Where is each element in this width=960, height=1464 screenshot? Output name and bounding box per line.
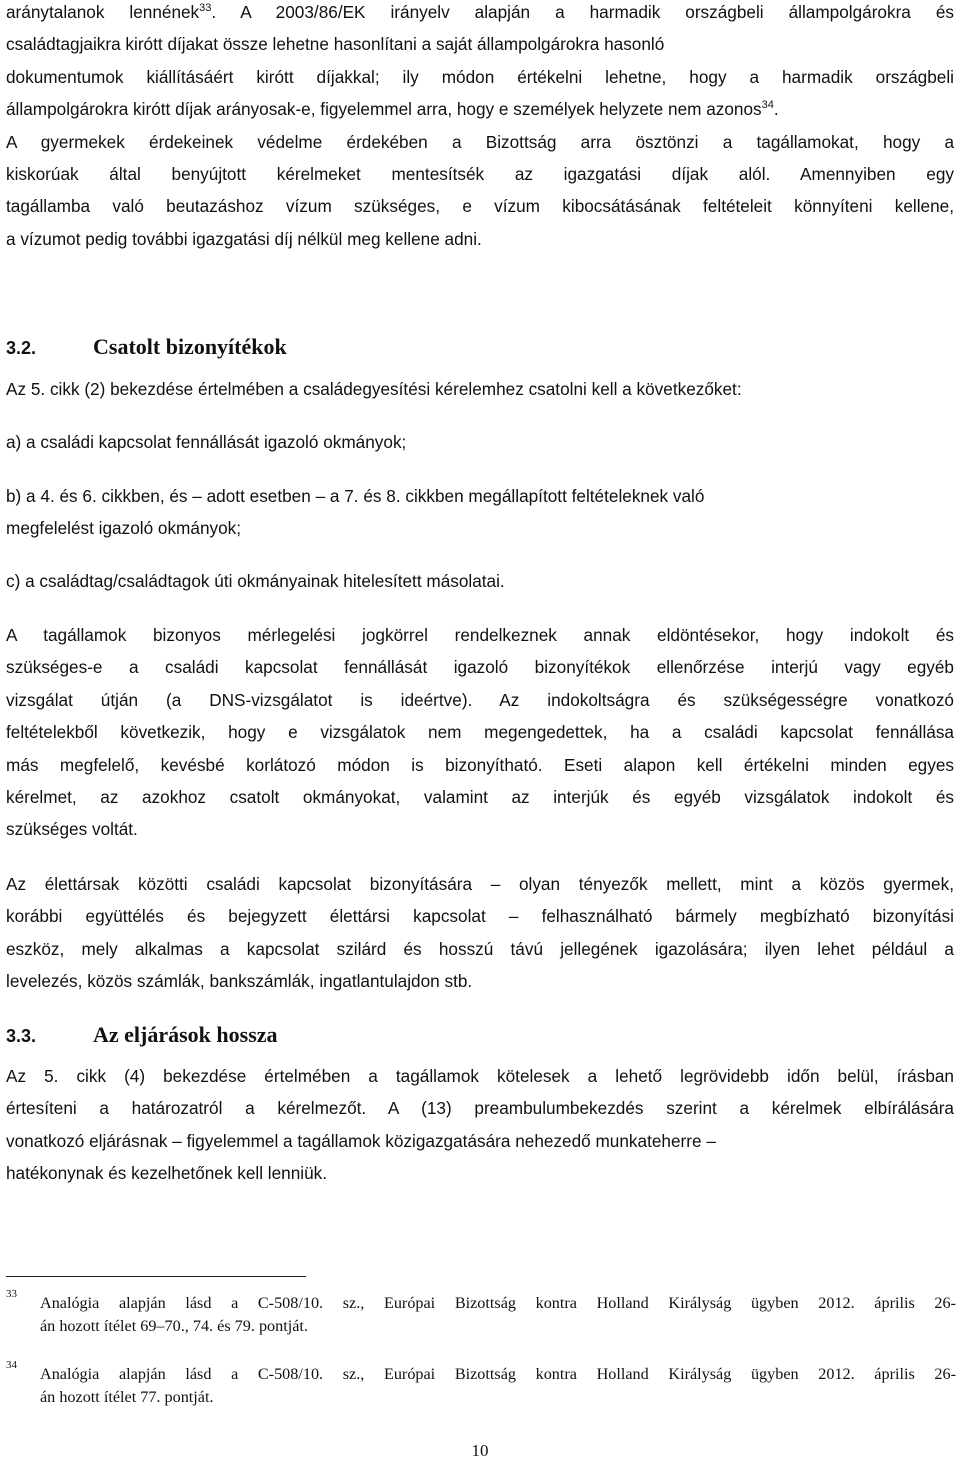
paragraph-intro bbox=[6, 373, 954, 405]
footnote-number: 33 bbox=[6, 1288, 17, 1300]
text-line: b) a 4. és 6. cikkben, és – adott esetben – a 7. és 8. cikkben megállapított feltételeknek való bbox=[6, 486, 705, 506]
text-line: kiskorúak által benyújtott kérelmeket mentesítsék az igazgatási díjak alól. Amennyiben egy bbox=[6, 164, 954, 185]
text-line: családtagjaikra kirótt díjakat össze lehetne hasonlítani a saját állampolgárokra hasonló bbox=[6, 34, 665, 55]
footnote-line: Analógia alapján lásd a C-508/10. sz., Európai Bizottság kontra Holland Királyság ügyben 2012. április 26- bbox=[40, 1365, 956, 1383]
footnote-34 bbox=[6, 1359, 956, 1409]
text-line: szükséges voltát. bbox=[6, 819, 138, 840]
paragraph-partners bbox=[6, 868, 954, 998]
text-line: dokumentumok kiállításáért kirótt díjakkal; ily módon értékelni lehetne, hogy a harmadik országbeli bbox=[6, 66, 954, 87]
footnote-line: án hozott ítélet 77. pontját. bbox=[40, 1388, 214, 1406]
section-number: 3.3. bbox=[6, 1026, 37, 1046]
text-line: Az 5. cikk (4) bekezdése értelmében a tagállamok kötelesek a lehető legrövidebb időn belül, írásban bbox=[6, 1066, 954, 1086]
text-line: más megfelelő, kevésbé korlátozó módon is bizonyítható. Eseti alapon kell értékelni minden egyes bbox=[6, 754, 954, 775]
paragraph-fees bbox=[6, 0, 954, 255]
text-line: Az élettársak közötti családi kapcsolat bizonyítására – olyan tényezők mellett, mint a közös gyermek, bbox=[6, 874, 954, 894]
footnote-33 bbox=[6, 1288, 956, 1338]
text-line: levelezés, közös számlák, bankszámlák, ingatlantulajdon stb. bbox=[6, 971, 473, 992]
text-line: korábbi együttélés és bejegyzett élettársi kapcsolat – felhasználható bármely megbízható bizonyítási bbox=[6, 906, 954, 927]
text-line: megfelelést igazoló okmányok; bbox=[6, 518, 242, 539]
footnote-ref-33[interactable]: 33 bbox=[199, 2, 212, 14]
paragraph-verification bbox=[6, 619, 954, 846]
text-line: c) a családtag/családtagok úti okmányainak hitelesített másolatai. bbox=[6, 571, 505, 591]
section-title: Az eljárások hossza bbox=[93, 1022, 278, 1047]
text-line: állampolgárokra kirótt díjak arányosak-e, figyelemmel arra, hogy e személyek helyzete nem azonos$^{34}$. bbox=[6, 99, 779, 120]
text-line: eszköz, mely alkalmas a kapcsolat szilárd és hosszú távú jellegének igazolására; ilyen lehet például a bbox=[6, 938, 954, 959]
page-number: 10 bbox=[471, 1441, 489, 1460]
footnote-number: 34 bbox=[6, 1359, 17, 1371]
text-line: hatékonynak és kezelhetőnek kell lenniük. bbox=[6, 1163, 328, 1184]
text-line: szükséges-e a családi kapcsolat fennállását igazoló bizonyítékok ellenőrzése interjú vagy egyéb bbox=[6, 657, 954, 678]
list-item-c bbox=[6, 565, 954, 597]
text-line: értesíteni a határozatról a kérelmezőt. A (13) preambulumbekezdés szerint a kérelmek elbírálására bbox=[6, 1098, 954, 1119]
footnote-line: án hozott ítélet 69–70., 74. és 79. pontját. bbox=[40, 1317, 308, 1335]
footnote-line: Analógia alapján lásd a C-508/10. sz., Európai Bizottság kontra Holland Királyság ügyben 2012. április 26- bbox=[40, 1294, 956, 1312]
list-item-b bbox=[6, 480, 954, 545]
list-item-a bbox=[6, 426, 954, 458]
section-number: 3.2. bbox=[6, 338, 37, 358]
text-line: feltételekből következik, hogy e vizsgálatok nem megengedettek, ha a családi kapcsolat fennállása bbox=[6, 722, 954, 743]
text-line: A gyermekek érdekeinek védelme érdekében a Bizottság arra ösztönzi a tagállamokat, hogy a bbox=[6, 131, 954, 152]
text-line: kérelmet, az azokhoz csatolt okmányokat, valamint az interjúk és egyéb vizsgálatok indokolt és bbox=[6, 787, 954, 808]
text-line: a vízumot pedig további igazgatási díj nélkül meg kellene adni. bbox=[6, 228, 482, 249]
text-line: A tagállamok bizonyos mérlegelési jogkörrel rendelkeznek annak eldöntésekor, hogy indokolt és bbox=[6, 625, 954, 645]
footnote-ref-34[interactable]: 34 bbox=[761, 99, 774, 112]
text-line: vizsgálat útján (a DNS-vizsgálatot is ideértve). Az indokoltságra és szükségességre vonatkozó bbox=[6, 689, 954, 710]
text-line: aránytalanok lennének$^{33}$. A 2003/86/EK irányelv alapján a harmadik országbeli állampolgárokra és bbox=[6, 2, 954, 22]
text-line: Az 5. cikk (2) bekezdése értelmében a családegyesítési kérelemhez csatolni kell a következőket: bbox=[6, 379, 742, 399]
paragraph-duration bbox=[6, 1060, 954, 1190]
text-line: tagállamba való beutazáshoz vízum szükséges, e vízum kibocsátásának feltételeit könnyíteni kellene, bbox=[6, 196, 954, 217]
footnote-separator bbox=[6, 1276, 306, 1277]
text-line: vonatkozó eljárásnak – figyelemmel a tagállamok közigazgatására nehezedő munkateherre – bbox=[6, 1130, 716, 1151]
text-line: a) a családi kapcsolat fennállását igazoló okmányok; bbox=[6, 432, 407, 452]
section-title: Csatolt bizonyítékok bbox=[93, 334, 287, 359]
section-heading-3-3 bbox=[6, 1022, 278, 1048]
section-heading-3-2 bbox=[6, 334, 287, 360]
